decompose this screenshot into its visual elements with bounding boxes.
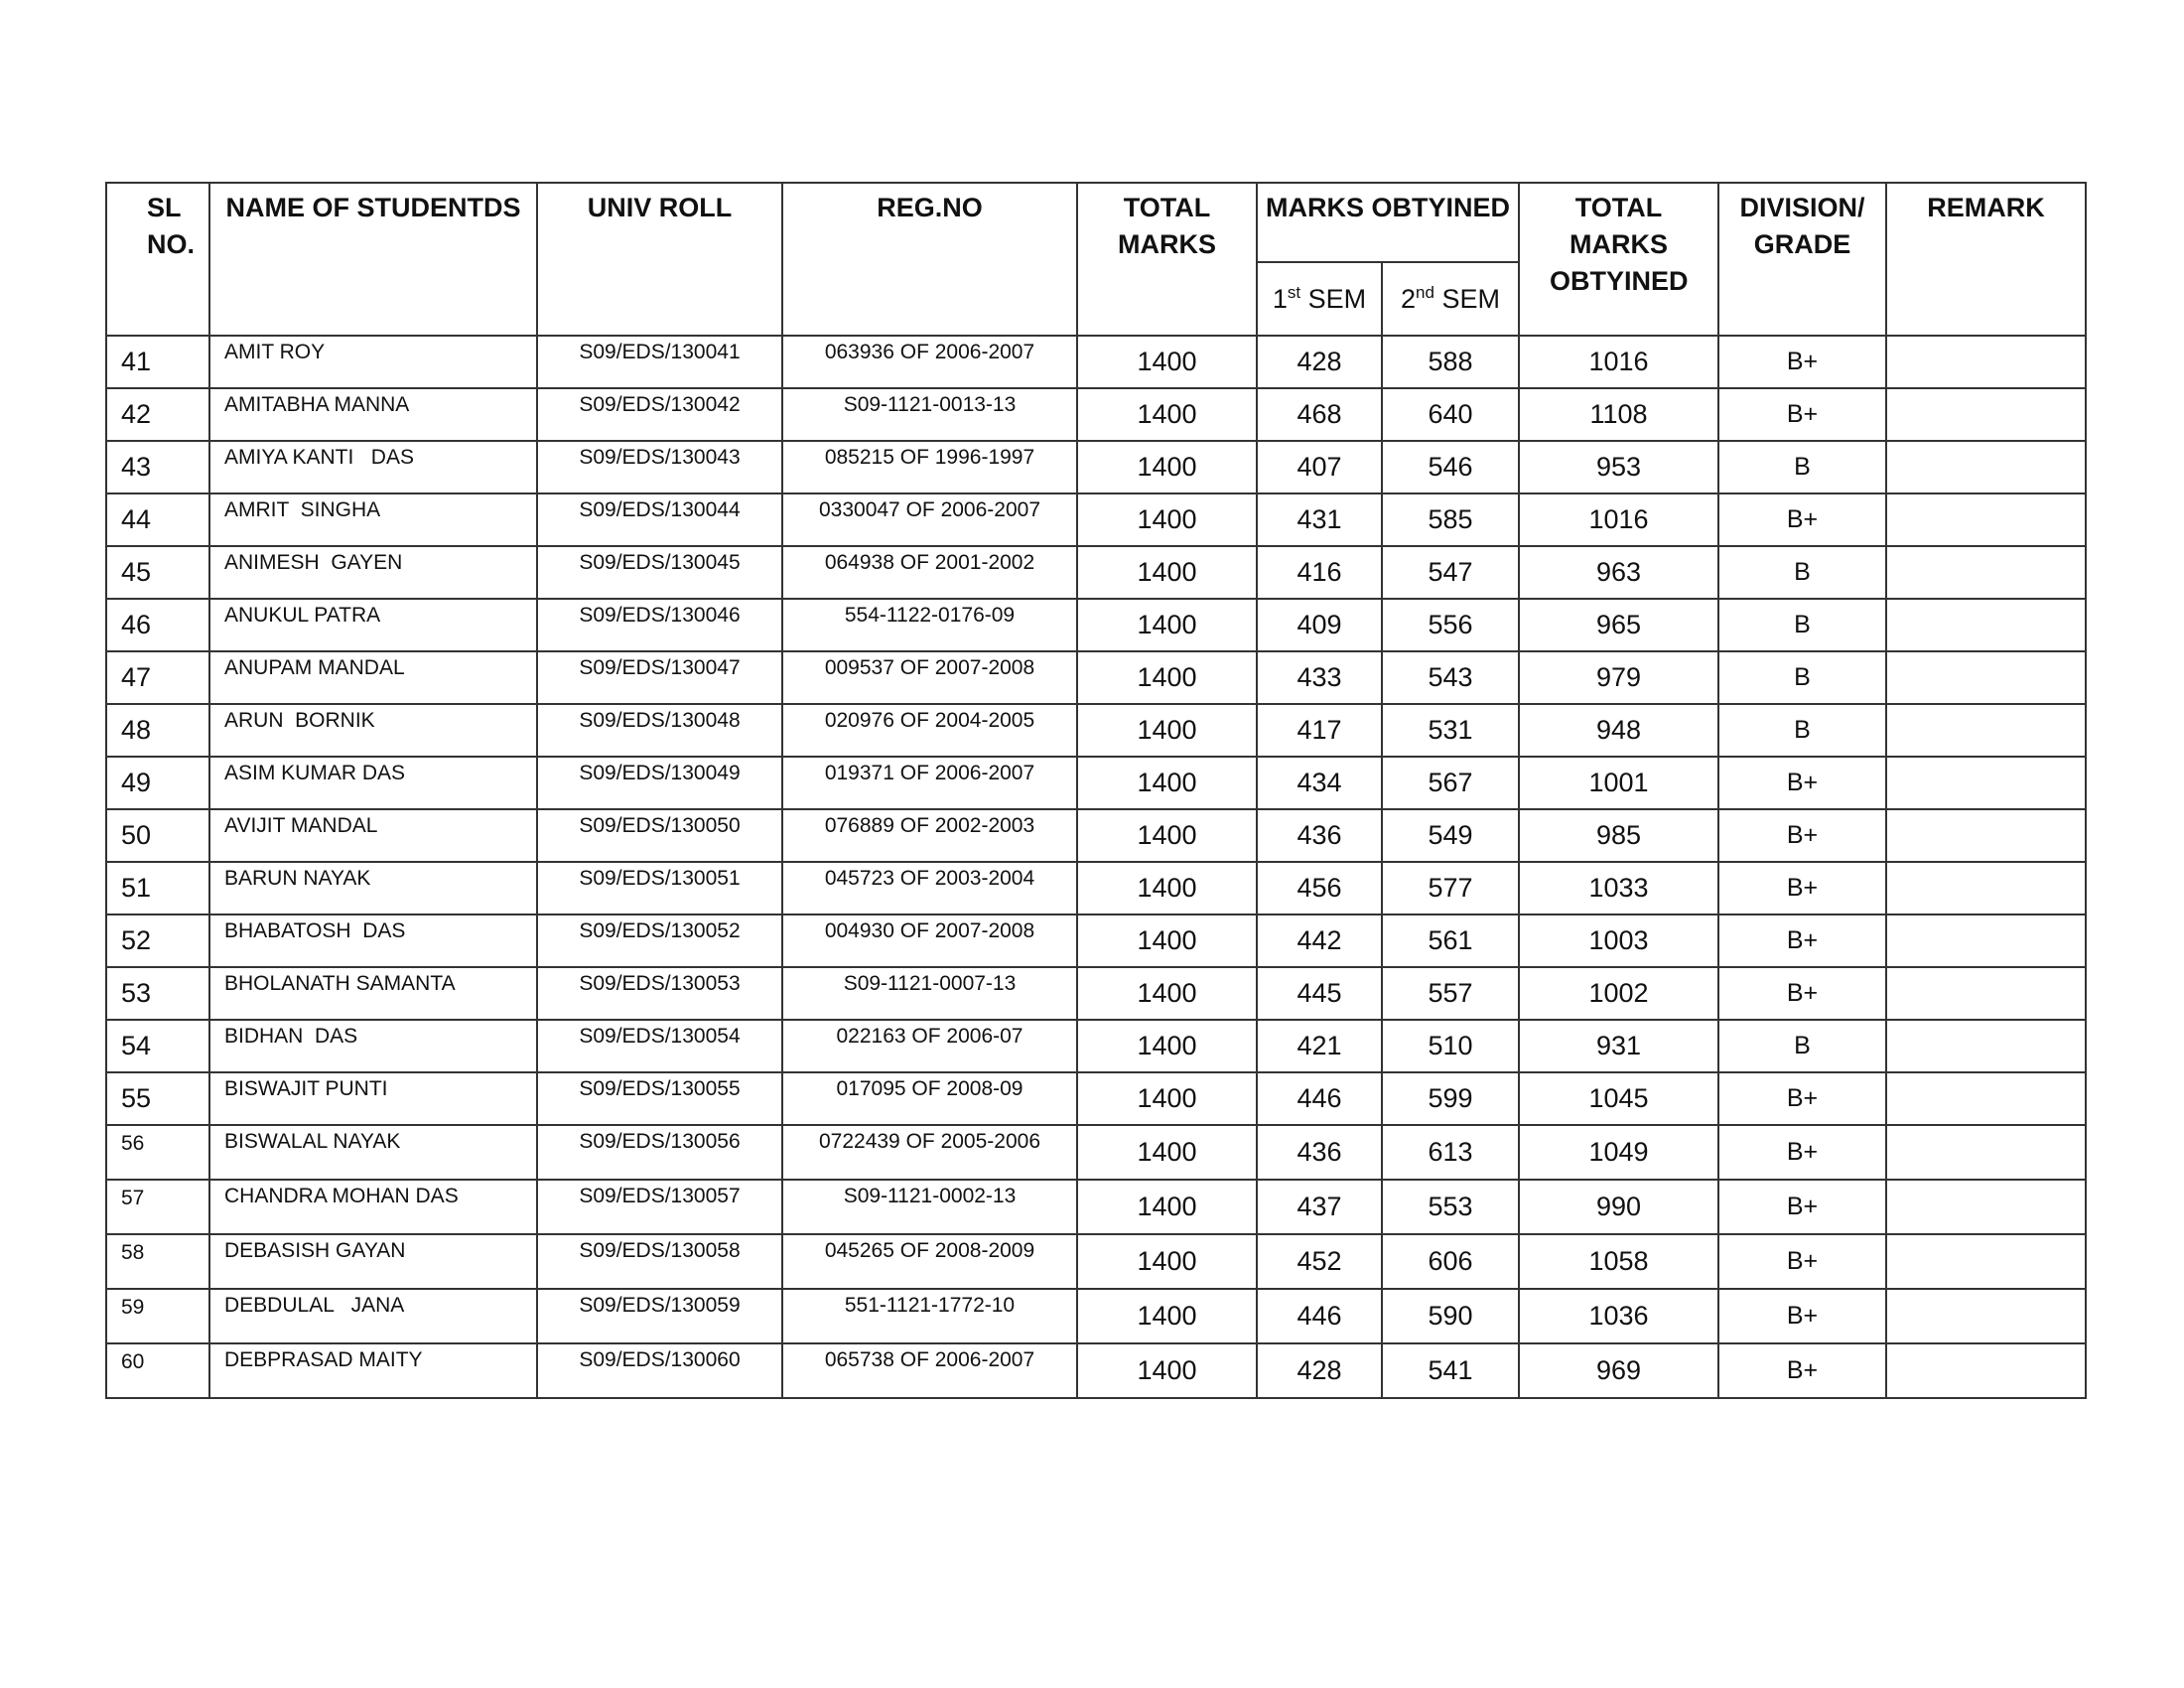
- cell-student-name: ANUPAM MANDAL: [209, 651, 537, 704]
- cell-total-marks: 1400: [1077, 546, 1257, 599]
- cell-univ-roll: S09/EDS/130045: [537, 546, 782, 599]
- cell-sl-no: 42: [106, 388, 209, 441]
- cell-reg-no: S09-1121-0002-13: [782, 1180, 1077, 1234]
- cell-total-obtained: 1045: [1519, 1072, 1718, 1125]
- cell-sl-no: 44: [106, 493, 209, 546]
- cell-remark: [1886, 1289, 2086, 1343]
- cell-sem2-marks: 577: [1382, 862, 1519, 914]
- cell-sem1-marks: 436: [1257, 809, 1382, 862]
- cell-student-name: AMIT ROY: [209, 336, 537, 388]
- cell-sem2-marks: 556: [1382, 599, 1519, 651]
- cell-reg-no: 063936 OF 2006-2007: [782, 336, 1077, 388]
- cell-grade: B+: [1718, 1343, 1886, 1398]
- cell-univ-roll: S09/EDS/130048: [537, 704, 782, 757]
- cell-reg-no: 0722439 OF 2005-2006: [782, 1125, 1077, 1180]
- cell-grade: B+: [1718, 757, 1886, 809]
- cell-sem2-marks: 531: [1382, 704, 1519, 757]
- cell-univ-roll: S09/EDS/130056: [537, 1125, 782, 1180]
- cell-remark: [1886, 914, 2086, 967]
- cell-sem1-marks: 428: [1257, 336, 1382, 388]
- cell-sem1-marks: 468: [1257, 388, 1382, 441]
- cell-total-obtained: 985: [1519, 809, 1718, 862]
- cell-sem1-marks: 434: [1257, 757, 1382, 809]
- cell-total-obtained: 953: [1519, 441, 1718, 493]
- cell-student-name: AMIYA KANTI DAS: [209, 441, 537, 493]
- cell-sem2-marks: 543: [1382, 651, 1519, 704]
- cell-total-marks: 1400: [1077, 704, 1257, 757]
- header-reg-no: REG.NO: [782, 183, 1077, 336]
- cell-reg-no: 022163 OF 2006-07: [782, 1020, 1077, 1072]
- cell-sem1-marks: 428: [1257, 1343, 1382, 1398]
- cell-student-name: BHABATOSH DAS: [209, 914, 537, 967]
- cell-sem2-marks: 510: [1382, 1020, 1519, 1072]
- cell-univ-roll: S09/EDS/130058: [537, 1234, 782, 1289]
- table-row: [106, 1289, 2086, 1343]
- cell-univ-roll: S09/EDS/130044: [537, 493, 782, 546]
- table-row: [106, 914, 2086, 967]
- cell-remark: [1886, 809, 2086, 862]
- table-row: [106, 1180, 2086, 1234]
- cell-student-name: BISWAJIT PUNTI: [209, 1072, 537, 1125]
- cell-student-name: ASIM KUMAR DAS: [209, 757, 537, 809]
- cell-reg-no: 045265 OF 2008-2009: [782, 1234, 1077, 1289]
- cell-remark: [1886, 651, 2086, 704]
- cell-student-name: ANUKUL PATRA: [209, 599, 537, 651]
- cell-student-name: AMRIT SINGHA: [209, 493, 537, 546]
- cell-remark: [1886, 1180, 2086, 1234]
- cell-student-name: DEBPRASAD MAITY: [209, 1343, 537, 1398]
- cell-sem2-marks: 557: [1382, 967, 1519, 1020]
- cell-sem1-marks: 437: [1257, 1180, 1382, 1234]
- cell-grade: B+: [1718, 967, 1886, 1020]
- cell-total-obtained: 1002: [1519, 967, 1718, 1020]
- table-row: [106, 651, 2086, 704]
- table-row: [106, 493, 2086, 546]
- cell-sem2-marks: 561: [1382, 914, 1519, 967]
- sem1-number: 1: [1272, 283, 1288, 314]
- cell-total-obtained: 948: [1519, 704, 1718, 757]
- cell-sem2-marks: 541: [1382, 1343, 1519, 1398]
- cell-sem1-marks: 433: [1257, 651, 1382, 704]
- cell-reg-no: 064938 OF 2001-2002: [782, 546, 1077, 599]
- cell-sl-no: 60: [106, 1343, 209, 1398]
- cell-univ-roll: S09/EDS/130053: [537, 967, 782, 1020]
- sem2-suffix: nd: [1416, 282, 1434, 302]
- cell-sem1-marks: 431: [1257, 493, 1382, 546]
- cell-sem1-marks: 416: [1257, 546, 1382, 599]
- cell-reg-no: 004930 OF 2007-2008: [782, 914, 1077, 967]
- cell-grade: B+: [1718, 914, 1886, 967]
- cell-grade: B+: [1718, 388, 1886, 441]
- cell-remark: [1886, 1072, 2086, 1125]
- cell-sem1-marks: 407: [1257, 441, 1382, 493]
- cell-sl-no: 57: [106, 1180, 209, 1234]
- cell-total-marks: 1400: [1077, 1234, 1257, 1289]
- cell-total-obtained: 1049: [1519, 1125, 1718, 1180]
- cell-student-name: AMITABHA MANNA: [209, 388, 537, 441]
- cell-total-obtained: 1058: [1519, 1234, 1718, 1289]
- cell-sl-no: 51: [106, 862, 209, 914]
- table-row: [106, 1125, 2086, 1180]
- cell-reg-no: 085215 OF 1996-1997: [782, 441, 1077, 493]
- cell-sl-no: 41: [106, 336, 209, 388]
- cell-remark: [1886, 704, 2086, 757]
- cell-univ-roll: S09/EDS/130050: [537, 809, 782, 862]
- cell-univ-roll: S09/EDS/130041: [537, 336, 782, 388]
- cell-reg-no: 554-1122-0176-09: [782, 599, 1077, 651]
- cell-sem1-marks: 421: [1257, 1020, 1382, 1072]
- table-row: [106, 757, 2086, 809]
- cell-sem2-marks: 553: [1382, 1180, 1519, 1234]
- cell-total-marks: 1400: [1077, 493, 1257, 546]
- cell-total-marks: 1400: [1077, 1180, 1257, 1234]
- cell-reg-no: 076889 OF 2002-2003: [782, 809, 1077, 862]
- cell-total-marks: 1400: [1077, 441, 1257, 493]
- header-division-grade: DIVISION/ GRADE: [1718, 183, 1886, 336]
- cell-total-obtained: 965: [1519, 599, 1718, 651]
- cell-reg-no: 045723 OF 2003-2004: [782, 862, 1077, 914]
- sem1-label: SEM: [1300, 283, 1367, 314]
- cell-sl-no: 56: [106, 1125, 209, 1180]
- header-marks-obtained: MARKS OBTYINED: [1257, 183, 1519, 262]
- cell-student-name: BISWALAL NAYAK: [209, 1125, 537, 1180]
- cell-grade: B: [1718, 704, 1886, 757]
- cell-total-marks: 1400: [1077, 1125, 1257, 1180]
- cell-univ-roll: S09/EDS/130047: [537, 651, 782, 704]
- table-header: [106, 183, 2086, 336]
- cell-remark: [1886, 1125, 2086, 1180]
- cell-total-marks: 1400: [1077, 1289, 1257, 1343]
- cell-sl-no: 53: [106, 967, 209, 1020]
- cell-reg-no: 009537 OF 2007-2008: [782, 651, 1077, 704]
- cell-remark: [1886, 1234, 2086, 1289]
- cell-sl-no: 52: [106, 914, 209, 967]
- cell-remark: [1886, 493, 2086, 546]
- cell-reg-no: 020976 OF 2004-2005: [782, 704, 1077, 757]
- table-row: [106, 1020, 2086, 1072]
- cell-sem1-marks: 446: [1257, 1072, 1382, 1125]
- cell-grade: B+: [1718, 809, 1886, 862]
- cell-total-obtained: 963: [1519, 546, 1718, 599]
- cell-total-obtained: 1016: [1519, 493, 1718, 546]
- cell-total-marks: 1400: [1077, 862, 1257, 914]
- cell-sem2-marks: 613: [1382, 1125, 1519, 1180]
- cell-grade: B+: [1718, 493, 1886, 546]
- cell-sem1-marks: 445: [1257, 967, 1382, 1020]
- cell-sl-no: 45: [106, 546, 209, 599]
- cell-sem2-marks: 599: [1382, 1072, 1519, 1125]
- table-row: [106, 704, 2086, 757]
- cell-univ-roll: S09/EDS/130052: [537, 914, 782, 967]
- cell-sl-no: 49: [106, 757, 209, 809]
- header-total-marks: TOTAL MARKS: [1077, 183, 1257, 336]
- cell-total-obtained: 1003: [1519, 914, 1718, 967]
- results-table: [105, 182, 2087, 1399]
- cell-student-name: BIDHAN DAS: [209, 1020, 537, 1072]
- cell-sl-no: 54: [106, 1020, 209, 1072]
- cell-reg-no: 065738 OF 2006-2007: [782, 1343, 1077, 1398]
- cell-sl-no: 58: [106, 1234, 209, 1289]
- cell-sem1-marks: 452: [1257, 1234, 1382, 1289]
- cell-total-marks: 1400: [1077, 967, 1257, 1020]
- cell-sl-no: 50: [106, 809, 209, 862]
- cell-univ-roll: S09/EDS/130057: [537, 1180, 782, 1234]
- table-row: [106, 599, 2086, 651]
- cell-grade: B+: [1718, 1180, 1886, 1234]
- cell-remark: [1886, 441, 2086, 493]
- cell-remark: [1886, 599, 2086, 651]
- cell-remark: [1886, 336, 2086, 388]
- cell-grade: B+: [1718, 1234, 1886, 1289]
- cell-sem2-marks: 590: [1382, 1289, 1519, 1343]
- cell-student-name: BARUN NAYAK: [209, 862, 537, 914]
- cell-total-marks: 1400: [1077, 336, 1257, 388]
- cell-student-name: AVIJIT MANDAL: [209, 809, 537, 862]
- header-total-obtained: TOTAL MARKS OBTYINED: [1519, 183, 1718, 336]
- cell-grade: B: [1718, 599, 1886, 651]
- cell-student-name: BHOLANATH SAMANTA: [209, 967, 537, 1020]
- cell-sl-no: 55: [106, 1072, 209, 1125]
- cell-total-obtained: 931: [1519, 1020, 1718, 1072]
- cell-total-obtained: 1108: [1519, 388, 1718, 441]
- cell-sem2-marks: 585: [1382, 493, 1519, 546]
- cell-total-obtained: 979: [1519, 651, 1718, 704]
- cell-sl-no: 48: [106, 704, 209, 757]
- cell-sem1-marks: 436: [1257, 1125, 1382, 1180]
- cell-reg-no: S09-1121-0007-13: [782, 967, 1077, 1020]
- cell-total-obtained: 969: [1519, 1343, 1718, 1398]
- table-row: [106, 862, 2086, 914]
- cell-univ-roll: S09/EDS/130054: [537, 1020, 782, 1072]
- cell-sem1-marks: 446: [1257, 1289, 1382, 1343]
- cell-sem2-marks: 606: [1382, 1234, 1519, 1289]
- cell-sl-no: 46: [106, 599, 209, 651]
- cell-sem1-marks: 409: [1257, 599, 1382, 651]
- header-univ-roll: UNIV ROLL: [537, 183, 782, 336]
- table-row: [106, 967, 2086, 1020]
- cell-reg-no: 017095 OF 2008-09: [782, 1072, 1077, 1125]
- cell-remark: [1886, 757, 2086, 809]
- table-row: [106, 441, 2086, 493]
- cell-sem1-marks: 456: [1257, 862, 1382, 914]
- sem2-label: SEM: [1433, 283, 1500, 314]
- cell-remark: [1886, 967, 2086, 1020]
- cell-univ-roll: S09/EDS/130049: [537, 757, 782, 809]
- cell-univ-roll: S09/EDS/130060: [537, 1343, 782, 1398]
- cell-total-marks: 1400: [1077, 388, 1257, 441]
- cell-sem2-marks: 547: [1382, 546, 1519, 599]
- cell-student-name: ANIMESH GAYEN: [209, 546, 537, 599]
- cell-univ-roll: S09/EDS/130042: [537, 388, 782, 441]
- table-body: [106, 336, 2086, 1398]
- cell-total-marks: 1400: [1077, 1020, 1257, 1072]
- cell-grade: B+: [1718, 1125, 1886, 1180]
- table-row: [106, 1343, 2086, 1398]
- cell-sem2-marks: 549: [1382, 809, 1519, 862]
- cell-sem2-marks: 567: [1382, 757, 1519, 809]
- cell-student-name: ARUN BORNIK: [209, 704, 537, 757]
- cell-remark: [1886, 388, 2086, 441]
- cell-grade: B+: [1718, 336, 1886, 388]
- header-sem2: [1382, 262, 1519, 336]
- cell-grade: B: [1718, 651, 1886, 704]
- sem2-number: 2: [1401, 283, 1417, 314]
- cell-grade: B: [1718, 1020, 1886, 1072]
- cell-student-name: DEBDULAL JANA: [209, 1289, 537, 1343]
- cell-univ-roll: S09/EDS/130051: [537, 862, 782, 914]
- cell-total-obtained: 1036: [1519, 1289, 1718, 1343]
- cell-sl-no: 47: [106, 651, 209, 704]
- cell-student-name: CHANDRA MOHAN DAS: [209, 1180, 537, 1234]
- table-row: [106, 809, 2086, 862]
- sem1-suffix: st: [1287, 282, 1301, 302]
- cell-sem2-marks: 588: [1382, 336, 1519, 388]
- cell-univ-roll: S09/EDS/130059: [537, 1289, 782, 1343]
- cell-grade: B: [1718, 546, 1886, 599]
- cell-grade: B+: [1718, 862, 1886, 914]
- cell-univ-roll: S09/EDS/130046: [537, 599, 782, 651]
- cell-total-marks: 1400: [1077, 599, 1257, 651]
- header-sl-no: SL NO.: [106, 183, 209, 336]
- cell-grade: B+: [1718, 1072, 1886, 1125]
- table-row: [106, 1234, 2086, 1289]
- cell-total-obtained: 1016: [1519, 336, 1718, 388]
- cell-total-marks: 1400: [1077, 1343, 1257, 1398]
- cell-univ-roll: S09/EDS/130055: [537, 1072, 782, 1125]
- cell-reg-no: 0330047 OF 2006-2007: [782, 493, 1077, 546]
- cell-total-marks: 1400: [1077, 914, 1257, 967]
- cell-total-marks: 1400: [1077, 757, 1257, 809]
- cell-reg-no: 019371 OF 2006-2007: [782, 757, 1077, 809]
- cell-grade: B+: [1718, 1289, 1886, 1343]
- cell-reg-no: S09-1121-0013-13: [782, 388, 1077, 441]
- cell-sl-no: 59: [106, 1289, 209, 1343]
- cell-total-obtained: 1001: [1519, 757, 1718, 809]
- cell-remark: [1886, 546, 2086, 599]
- cell-total-marks: 1400: [1077, 1072, 1257, 1125]
- cell-total-obtained: 1033: [1519, 862, 1718, 914]
- header-remark: REMARK: [1886, 183, 2086, 336]
- cell-reg-no: 551-1121-1772-10: [782, 1289, 1077, 1343]
- cell-sl-no: 43: [106, 441, 209, 493]
- header-student-name: NAME OF STUDENTDS: [209, 183, 537, 336]
- cell-sem1-marks: 442: [1257, 914, 1382, 967]
- cell-univ-roll: S09/EDS/130043: [537, 441, 782, 493]
- header-sem1: [1257, 262, 1382, 336]
- cell-remark: [1886, 862, 2086, 914]
- table-row: [106, 546, 2086, 599]
- cell-total-obtained: 990: [1519, 1180, 1718, 1234]
- cell-remark: [1886, 1343, 2086, 1398]
- cell-student-name: DEBASISH GAYAN: [209, 1234, 537, 1289]
- cell-remark: [1886, 1020, 2086, 1072]
- cell-grade: B: [1718, 441, 1886, 493]
- cell-sem2-marks: 546: [1382, 441, 1519, 493]
- cell-sem1-marks: 417: [1257, 704, 1382, 757]
- cell-sem2-marks: 640: [1382, 388, 1519, 441]
- table-row: [106, 388, 2086, 441]
- cell-total-marks: 1400: [1077, 809, 1257, 862]
- cell-total-marks: 1400: [1077, 651, 1257, 704]
- table-row: [106, 1072, 2086, 1125]
- table-row: [106, 336, 2086, 388]
